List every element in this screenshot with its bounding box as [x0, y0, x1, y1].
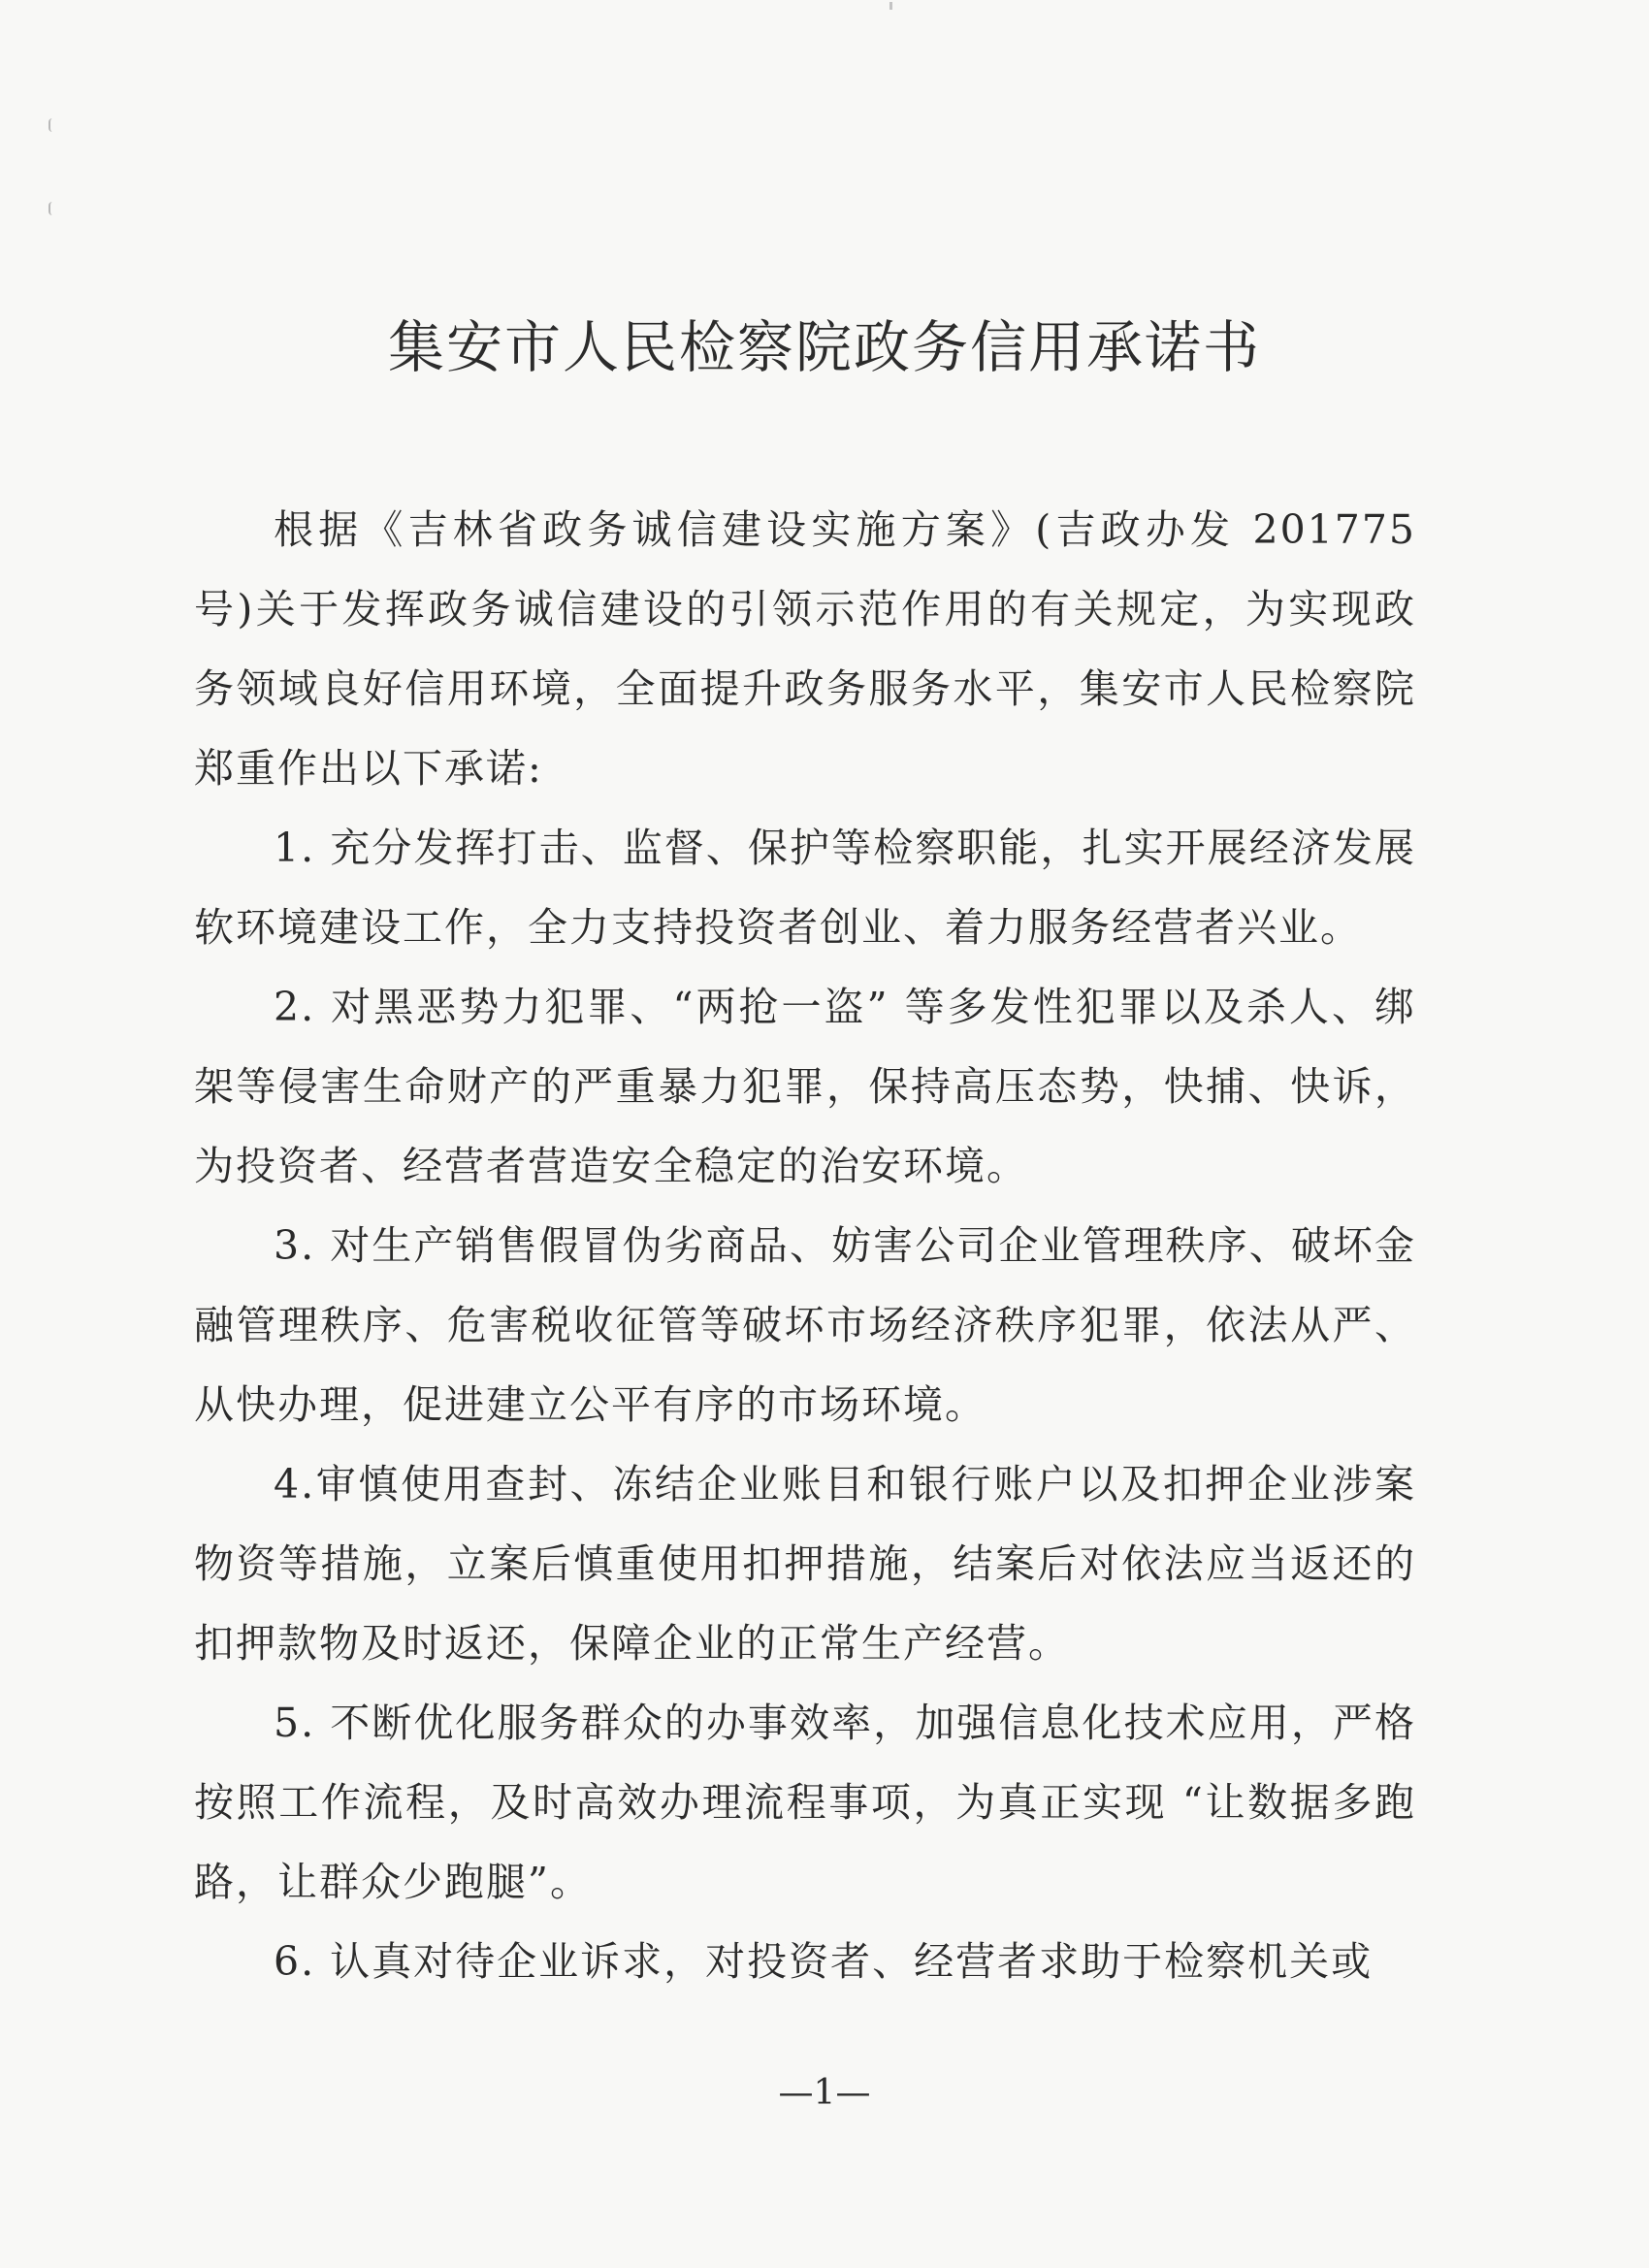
paragraph-item-5: 5. 不断优化服务群众的办事效率，加强信息化技术应用，严格按照工作流程，及时高效办理流程事项，为真正实现 “让数据多跑路，让群众少跑腿”。 — [194, 1700, 1416, 1905]
paragraph-item-3: 3. 对生产销售假冒伪劣商品、妨害公司企业管理秩序、破坏金融管理秩序、危害税收征管等破坏市场经济秩序犯罪，依法从严、从快办理，促进建立公平有序的市场环境。 — [194, 1222, 1416, 1428]
binding-hole-mark — [48, 202, 58, 215]
document-title: 集安市人民检察院政务信用承诺书 — [387, 314, 1261, 380]
document-body — [194, 490, 1416, 2001]
binding-hole-mark — [48, 118, 58, 132]
paragraph-item-2: 2. 对黑恶势力犯罪、“两抢一盗” 等多发性犯罪以及杀人、绑架等侵害生命财产的严重暴力犯罪，保持高压态势，快捕、快诉，为投资者、经营者营造安全稳定的治安环境。 — [194, 984, 1416, 1189]
paragraph-intro: 根据《吉林省政务诚信建设实施方案》(吉政办发 201775 号)关于发挥政务诚信建设的引领示范作用的有关规定，为实现政务领域良好信用环境，全面提升政务服务水平，集安市人民检察院郑重作出以下承诺: — [194, 506, 1416, 792]
paragraph-item-4: 4.审慎使用查封、冻结企业账目和银行账户以及扣押企业涉案物资等措施，立案后慎重使用扣押措施，结案后对依法应当返还的扣押款物及时返还，保障企业的正常生产经营。 — [194, 1461, 1416, 1667]
paragraph-item-6: 6. 认真对待企业诉求，对投资者、经营者求助于检察机关或 — [274, 1938, 1374, 1985]
paragraph-item-1: 1. 充分发挥打击、监督、保护等检察职能，扎实开展经济发展软环境建设工作，全力支持投资者创业、着力服务经营者兴业。 — [194, 825, 1416, 951]
scan-artifact — [889, 2, 892, 10]
page-number: —1— — [778, 2073, 871, 2113]
